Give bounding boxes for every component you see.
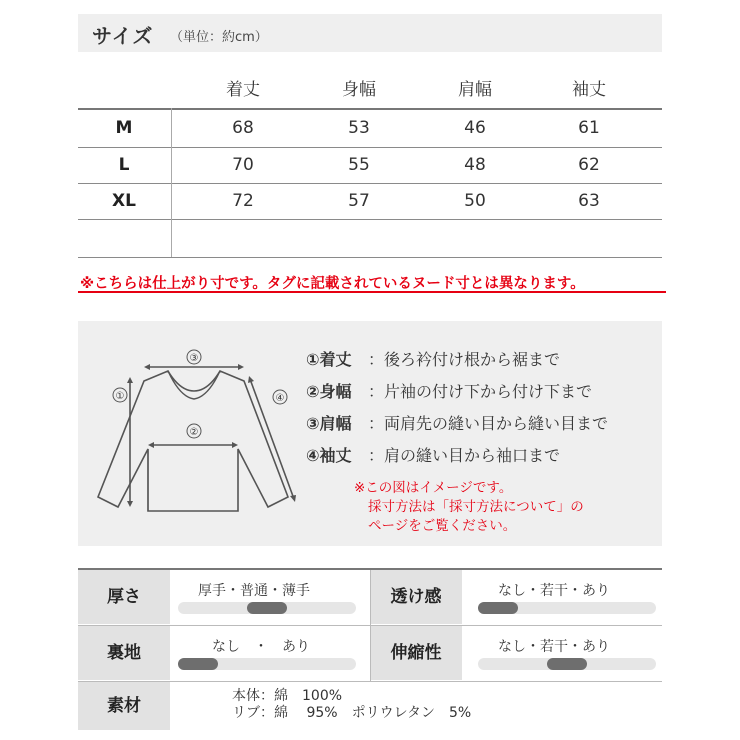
lining-options: なし ・ あり: [212, 639, 310, 655]
table-cell: 68: [232, 118, 254, 138]
marker-2-label: ②: [189, 427, 199, 438]
material-line: 本体：綿 100%: [232, 688, 343, 704]
measurement-note: [354, 479, 584, 536]
measure-desc: ：後ろ衿付け根から裾まで: [368, 350, 561, 369]
arrowhead: [290, 495, 296, 502]
fabric-table: [78, 568, 662, 731]
arrowhead: [232, 442, 238, 448]
size-label: L: [118, 155, 130, 175]
table-cell: 62: [578, 155, 600, 175]
stretch-options: なし・若干・あり: [498, 639, 610, 655]
column-header: 着丈: [226, 80, 260, 100]
table-cell: 57: [348, 191, 370, 211]
table-row: [78, 183, 662, 220]
table-cell: 50: [464, 191, 486, 211]
table-column-divider: [171, 108, 172, 257]
size-note-underline: [78, 291, 666, 293]
thickness-scale: [178, 602, 356, 614]
list-item: [306, 347, 608, 379]
arrowhead: [248, 376, 254, 383]
measurement-guide: [78, 321, 662, 546]
arrowhead: [127, 377, 133, 383]
size-table-header-row: [78, 72, 662, 109]
marker-4-label: ④: [275, 393, 285, 404]
table-cell: 72: [232, 191, 254, 211]
measure-label: ①着丈: [306, 350, 352, 369]
measure-desc: ：片袖の付け下から付け下まで: [368, 382, 593, 401]
thickness-options: 厚手・普通・薄手: [198, 583, 310, 599]
table-cell: 46: [464, 118, 486, 138]
arrowhead: [144, 364, 150, 370]
marker-1-label: ①: [115, 391, 125, 402]
material-label: 素材: [78, 682, 170, 730]
lining-indicator: [178, 658, 218, 670]
table-row: [78, 110, 662, 147]
transparency-scale: [478, 602, 656, 614]
measurement-list: [306, 347, 608, 475]
list-item: [306, 379, 608, 411]
table-cell: 55: [348, 155, 370, 175]
note-line: ※この図はイメージです。: [354, 480, 513, 496]
table-cell: 53: [348, 118, 370, 138]
table-divider: [78, 257, 662, 258]
table-column-divider: [370, 570, 371, 681]
measure-label: ④袖丈: [306, 446, 352, 465]
size-header-band: [78, 14, 662, 52]
table-row: [78, 147, 662, 184]
list-item: [306, 443, 608, 475]
list-item: [306, 411, 608, 443]
size-title: サイズ: [92, 24, 154, 48]
size-note: ※こちらは仕上がり寸です。タグに記載されているヌード寸とは異なります。: [80, 276, 585, 292]
measure-desc: ：両肩先の縫い目から縫い目まで: [368, 414, 609, 433]
table-cell: 70: [232, 155, 254, 175]
stretch-scale: [478, 658, 656, 670]
measure-label: ③肩幅: [306, 414, 352, 433]
arrowhead: [238, 364, 244, 370]
column-header: 袖丈: [572, 80, 606, 100]
arrowhead: [148, 442, 154, 448]
thickness-label: 厚さ: [78, 570, 170, 624]
marker-3-label: ③: [189, 353, 199, 364]
material-line: リブ：綿 95% ポリウレタン 5%: [232, 705, 472, 721]
measure-desc: ：肩の縫い目から袖口まで: [368, 446, 561, 465]
lining-scale: [178, 658, 356, 670]
transparency-options: なし・若干・あり: [498, 583, 610, 599]
size-label: XL: [112, 191, 136, 211]
table-divider: [78, 219, 662, 220]
measure-label: ②身幅: [306, 382, 352, 401]
lining-label: 裏地: [78, 626, 170, 680]
table-cell: 63: [578, 191, 600, 211]
table-cell: 61: [578, 118, 600, 138]
shirt-collar: [168, 371, 220, 399]
arrowhead: [127, 501, 133, 507]
note-line: ページをご覧ください。: [368, 518, 517, 534]
note-line: 採寸方法は「採寸方法について」の: [368, 499, 584, 515]
shirt-diagram: [88, 339, 298, 529]
column-header: 身幅: [342, 80, 376, 100]
size-label: M: [115, 118, 133, 138]
transparency-label: 透け感: [370, 570, 462, 624]
transparency-indicator: [478, 602, 518, 614]
thickness-indicator: [247, 602, 287, 614]
table-cell: 48: [464, 155, 486, 175]
stretch-indicator: [547, 658, 587, 670]
column-header: 肩幅: [458, 80, 492, 100]
size-unit: （単位：約cm）: [170, 30, 268, 45]
stretch-label: 伸縮性: [370, 626, 462, 680]
